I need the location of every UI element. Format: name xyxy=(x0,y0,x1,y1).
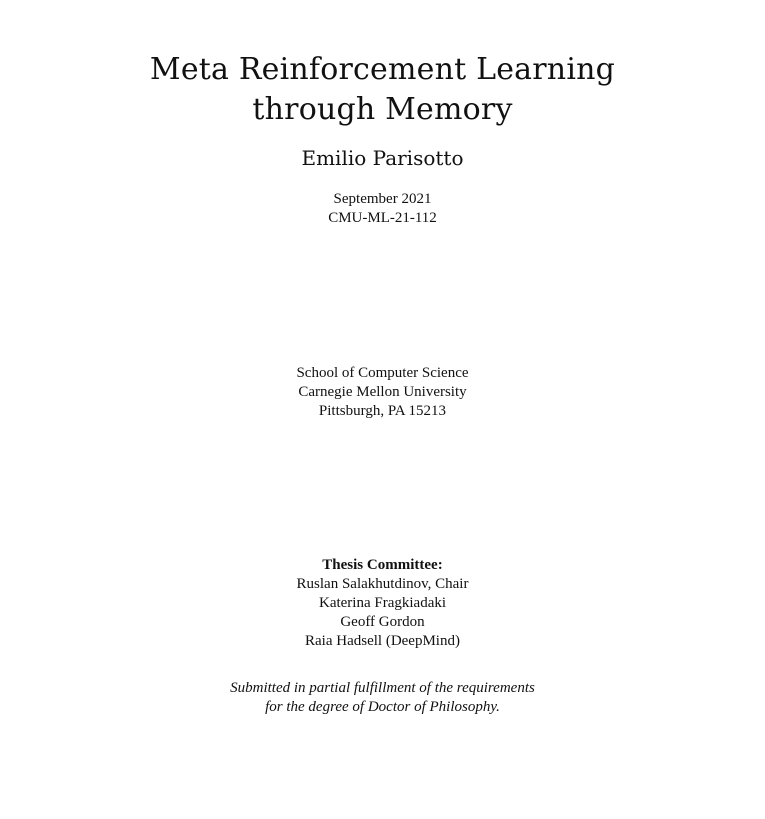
committee-member: Ruslan Salakhutdinov, Chair xyxy=(296,576,469,592)
title-line-1: Meta Reinforcement Learning xyxy=(149,52,616,87)
committee-member: Geoff Gordon xyxy=(340,614,425,630)
institution-address: Pittsburgh, PA 15213 xyxy=(318,403,447,419)
committee-member: Raia Hadsell (DeepMind) xyxy=(305,633,460,649)
committee-member: Katerina Fragkiadaki xyxy=(318,595,447,611)
committee-heading: Thesis Committee: xyxy=(322,557,443,573)
publication-info xyxy=(0,190,765,228)
author-name: Emilio Parisotto xyxy=(301,146,464,170)
institution-block xyxy=(0,364,765,421)
submission-statement xyxy=(0,679,765,717)
submission-line-2: for the degree of Doctor of Philosophy. xyxy=(265,699,500,715)
title-line-2: through Memory xyxy=(252,92,513,127)
report-number: CMU-ML-21-112 xyxy=(328,210,437,226)
university-name: Carnegie Mellon University xyxy=(298,384,467,400)
school-name: School of Computer Science xyxy=(296,365,469,381)
thesis-committee xyxy=(0,556,765,651)
publication-date: September 2021 xyxy=(333,191,432,207)
submission-line-1: Submitted in partial fulfillment of the requirements xyxy=(230,680,535,696)
thesis-title xyxy=(0,50,765,130)
